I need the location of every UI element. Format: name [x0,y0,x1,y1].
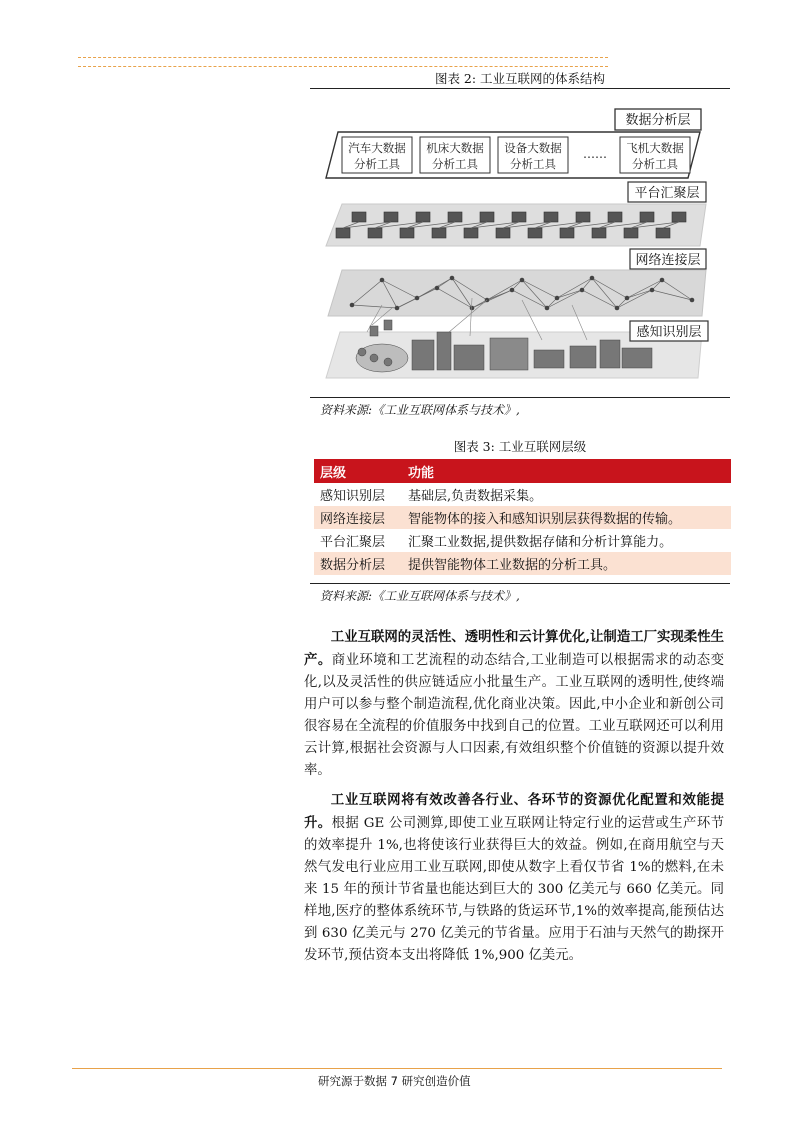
row-level: 网络连接层 [314,506,402,529]
paragraph-1-body: 商业环境和工艺流程的动态结合,工业制造可以根据需求的动态变化,以及灵活性的供应链适应小批量生产。工业互联网的透明性,使终端用户可以参与整个制造流程,优化商业决策。因此,中小企业和新创公司很容易在全流程的价值服务中找到自己的位置。工业互联网还可以利用云计算,根据社会资源与人口因素,有效组织整个价值链的资源以提升效率。 [304,653,724,778]
paragraph-2-body: 根据 GE 公司测算,即使工业互联网让特定行业的运营或生产环节的效率提升 1%,也将使该行业获得巨大的效益。例如,在商用航空与天然气发电行业应用工业互联网,即使从数字上看仅节省 1%的燃料,在未来 15 年的预计节省量也能达到巨大的 300 亿美元与 660 亿美元。同样地,医疗的整体系统环节,与铁路的货运环节,1%的效率提高,能预估达到 630 亿美元与 270 亿美元的节省量。应用于石油与天然气的勘探开发环节,预估资本支出将降低 1%,900 亿美元。 [304,816,724,963]
table-row [314,529,731,552]
header-dashed-line [78,66,608,67]
tools-ellipsis: …… [583,147,607,161]
header-level: 层级 [314,459,402,483]
paragraph-2-lead: 工业互联网将有效改善各行业、各环节的资源优化配置和效能提升。 [304,792,724,831]
figure-2-bottom-rule [310,397,730,398]
row-level: 感知识别层 [320,489,386,504]
svg-text:飞机大数据: 飞机大数据 [626,141,684,155]
platform-layer-label: 平台汇聚层 [634,186,700,201]
header-dashed-line [78,57,608,58]
layer-table [314,459,731,575]
table-row [314,552,731,575]
figure-2-title: 图表 2: 工业互联网的体系结构 [434,71,606,86]
svg-text:机床大数据: 机床大数据 [426,141,484,155]
row-function: 智能物体的接入和感知识别层获得数据的传输。 [402,506,731,529]
paragraph-1-lead: 工业互联网的灵活性、透明性和云计算优化,让制造工厂实现柔性生产。 [304,629,724,668]
figure-2-top-rule [310,88,730,89]
tool-box-3 [498,137,568,173]
row-function: 基础层,负责数据采集。 [408,489,543,504]
page-footer: 研究源于数据 7 研究创造价值 [318,1074,471,1088]
footer-rule [72,1068,722,1069]
svg-text:分析工具: 分析工具 [510,157,556,171]
sensing-layer-label: 感知识别层 [636,325,702,340]
svg-text:分析工具: 分析工具 [632,157,678,171]
svg-text:汽车大数据: 汽车大数据 [348,141,406,155]
network-layer [328,249,706,316]
table-row [314,506,731,529]
figure-3-source: 资料来源:《工业互联网体系与技术》, [320,589,520,603]
architecture-diagram [322,100,726,388]
figure-2-source: 资料来源:《工业互联网体系与技术》, [320,403,520,417]
table-row [314,483,731,506]
tool-box-2 [420,137,490,173]
paragraph-flexibility [304,626,724,782]
row-function: 汇聚工业数据,提供数据存储和分析计算能力。 [408,535,673,550]
svg-text:分析工具: 分析工具 [354,157,400,171]
svg-text:分析工具: 分析工具 [432,157,478,171]
figure-3-bottom-rule [310,583,730,584]
paragraph-efficiency [304,789,724,967]
figure-3-title: 图表 3: 工业互联网层级 [453,439,587,454]
data-analysis-layer [326,109,701,178]
header-function: 功能 [402,459,731,483]
row-level: 数据分析层 [314,552,402,575]
table-header-row [314,459,731,483]
network-layer-label: 网络连接层 [635,253,701,268]
svg-text:设备大数据: 设备大数据 [504,141,562,155]
tool-box-1 [342,137,412,173]
platform-layer [326,182,706,246]
tool-box-4 [620,137,690,173]
row-level: 平台汇聚层 [320,535,386,550]
row-function: 提供智能物体工业数据的分析工具。 [402,552,731,575]
data-layer-label: 数据分析层 [625,113,691,128]
